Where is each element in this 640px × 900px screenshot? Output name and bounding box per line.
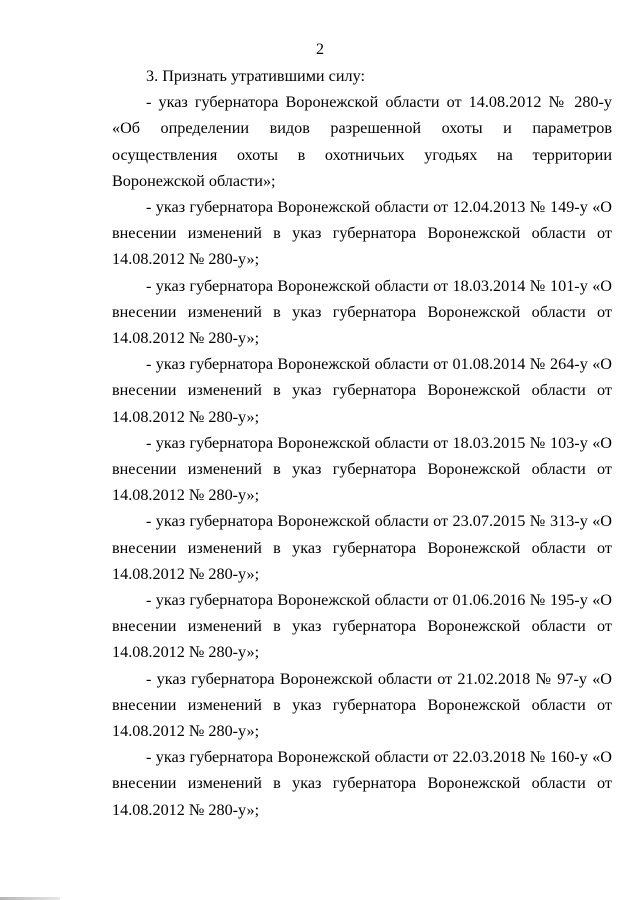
list-item: - указ губернатора Воронежской области от 01.06.2016 № 195-у «О внесении изменений в указ губернатора Воронежской области от 14.08.2012 № 280-у»; (112, 591, 612, 662)
list-item: - указ губернатора Воронежской области от 21.02.2018 № 97-у «О внесении изменений в указ губернатора Воронежской области от 14.08.2012 № 280-у»; (112, 669, 612, 741)
list-item: - указ губернатора Воронежской области от 22.03.2018 № 160-у «О внесении изменений в указ губернатора Воронежской области от 14.08.2012 № 280-у»; (112, 748, 612, 819)
document-body (112, 63, 612, 823)
page-number: 2 (316, 41, 324, 58)
list-item: - указ губернатора Воронежской области от 18.03.2014 № 101-у «О внесении изменений в указ губернатора Воронежской области от 14.08.2012 № 280-у»; (112, 276, 612, 348)
list-item: - указ губернатора Воронежской области от 14.08.2012 № 280-у «Об определении видов разрешенной охоты и параметров осуществления охоты в охотничьих угодьях на территории Воронежской области»; (112, 93, 612, 190)
section-heading: 3. Признать утратившими силу: (146, 67, 365, 85)
list-item: - указ губернатора Воронежской области от 01.08.2014 № 264-у «О внесении изменений в указ губернатора Воронежской области от 14.08.2012 № 280-у»; (112, 355, 612, 426)
list-item: - указ губернатора Воронежской области от 18.03.2015 № 103-у «О внесении изменений в указ губернатора Воронежской области от 14.08.2012 № 280-у»; (112, 433, 612, 505)
list-item: - указ губернатора Воронежской области от 23.07.2015 № 313-у «О внесении изменений в указ губернатора Воронежской области от 14.08.2012 № 280-у»; (112, 512, 612, 583)
list-item: - указ губернатора Воронежской области от 12.04.2013 № 149-у «О внесении изменений в указ губернатора Воронежской области от 14.08.2012 № 280-у»; (112, 198, 612, 269)
